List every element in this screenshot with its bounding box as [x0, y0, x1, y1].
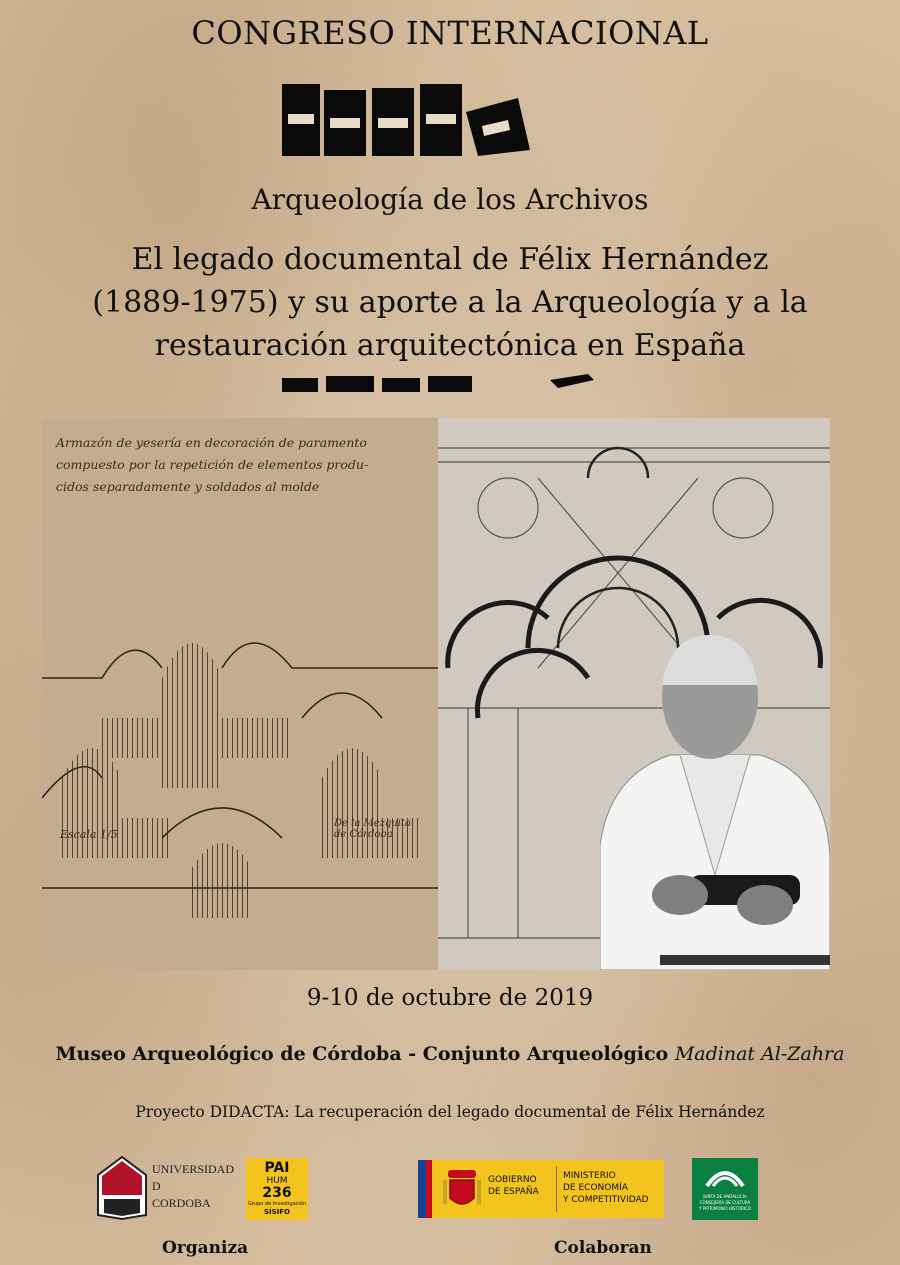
pai-logo: [246, 1158, 308, 1220]
manuscript-line-2: compuesto por la repetición de elementos produ-: [56, 457, 369, 472]
junta-line-2: CONSEJERÍA DE CULTURA: [699, 1200, 751, 1205]
organiza-label: Organiza: [162, 1238, 249, 1258]
title-line-3: restauración arquitectónica en España: [154, 328, 746, 363]
spain-flag-stripe: [426, 1160, 432, 1218]
title-line-2: (1889-1975) y su aporte a la Arqueología y a la: [92, 285, 808, 320]
logo-divider: [556, 1166, 557, 1212]
congress-title: CONGRESO INTERNACIONAL: [191, 14, 709, 52]
manuscript-scale: Escala 1/5: [60, 828, 118, 841]
junta-line-1: JUNTA DE ANDALUCIA: [703, 1194, 747, 1199]
main-title: [0, 238, 900, 367]
junta-line-3: Y PATRIMONIO HISTÓRICO: [698, 1206, 752, 1211]
min-line-3: Y COMPETITIVIDAD: [563, 1195, 649, 1205]
manuscript-line-1: Armazón de yesería en decoración de paramento: [56, 435, 367, 450]
gob-line-1: GOBIERNO: [488, 1175, 537, 1185]
manuscript-caption: De la Mezquita de Córdoba: [334, 818, 411, 840]
event-venue: [0, 1043, 900, 1065]
min-line-2: DE ECONOMÍA: [563, 1183, 628, 1193]
pai-line-5: SÍSIFO: [263, 1208, 291, 1216]
junta-text: [692, 1194, 758, 1212]
pai-line-4: Grupo de Investigación: [248, 1201, 306, 1207]
title-line-1: El legado documental de Félix Hernández: [131, 242, 769, 277]
junta-emblem-icon: [703, 1164, 747, 1190]
pai-line-1: PAI: [264, 1160, 290, 1176]
manuscript-sketch: [42, 418, 438, 970]
gobierno-logo: [418, 1160, 664, 1218]
uco-line-3: CORDOBA: [152, 1196, 211, 1210]
event-dates: 9-10 de octubre de 2019: [306, 985, 594, 1011]
junta-logo: [692, 1158, 758, 1220]
manuscript-line-3: cidos separadamente y soldados al molde: [56, 479, 320, 494]
manuscript-handwriting: [56, 432, 426, 498]
pai-line-2: HUM: [266, 1176, 288, 1186]
ministerio-text: [563, 1170, 663, 1206]
uco-line-2: D: [152, 1179, 161, 1193]
uco-line-1: UNIVERSIDAD: [152, 1162, 234, 1176]
ornament-bottom: [282, 374, 594, 392]
min-line-1: MINISTERIO: [563, 1171, 616, 1181]
pai-line-3: 236: [262, 1185, 292, 1201]
ornament-top: [280, 80, 532, 160]
venue-main: Museo Arqueológico de Córdoba - Conjunto Arqueológico: [55, 1043, 669, 1065]
eu-flag-stripe: [418, 1160, 426, 1218]
venue-italic: Madinat Al-Zahra: [674, 1043, 845, 1065]
uco-logo: [96, 1155, 234, 1225]
gob-line-2: DE ESPAÑA: [488, 1187, 539, 1197]
portrait-silhouette: [600, 625, 830, 970]
coat-of-arms-icon: [442, 1168, 482, 1210]
project-line: Proyecto DIDACTA: La recuperación del legado documental de Félix Hernández: [135, 1103, 765, 1121]
manuscript-drawing: [42, 418, 438, 970]
portrait-photo: [600, 625, 830, 970]
subtitle: Arqueología de los Archivos: [251, 183, 649, 216]
colaboran-label: Colaboran: [554, 1238, 652, 1258]
gobierno-text: [488, 1174, 548, 1198]
uco-text: [152, 1161, 234, 1212]
uco-emblem-icon: [96, 1155, 148, 1221]
